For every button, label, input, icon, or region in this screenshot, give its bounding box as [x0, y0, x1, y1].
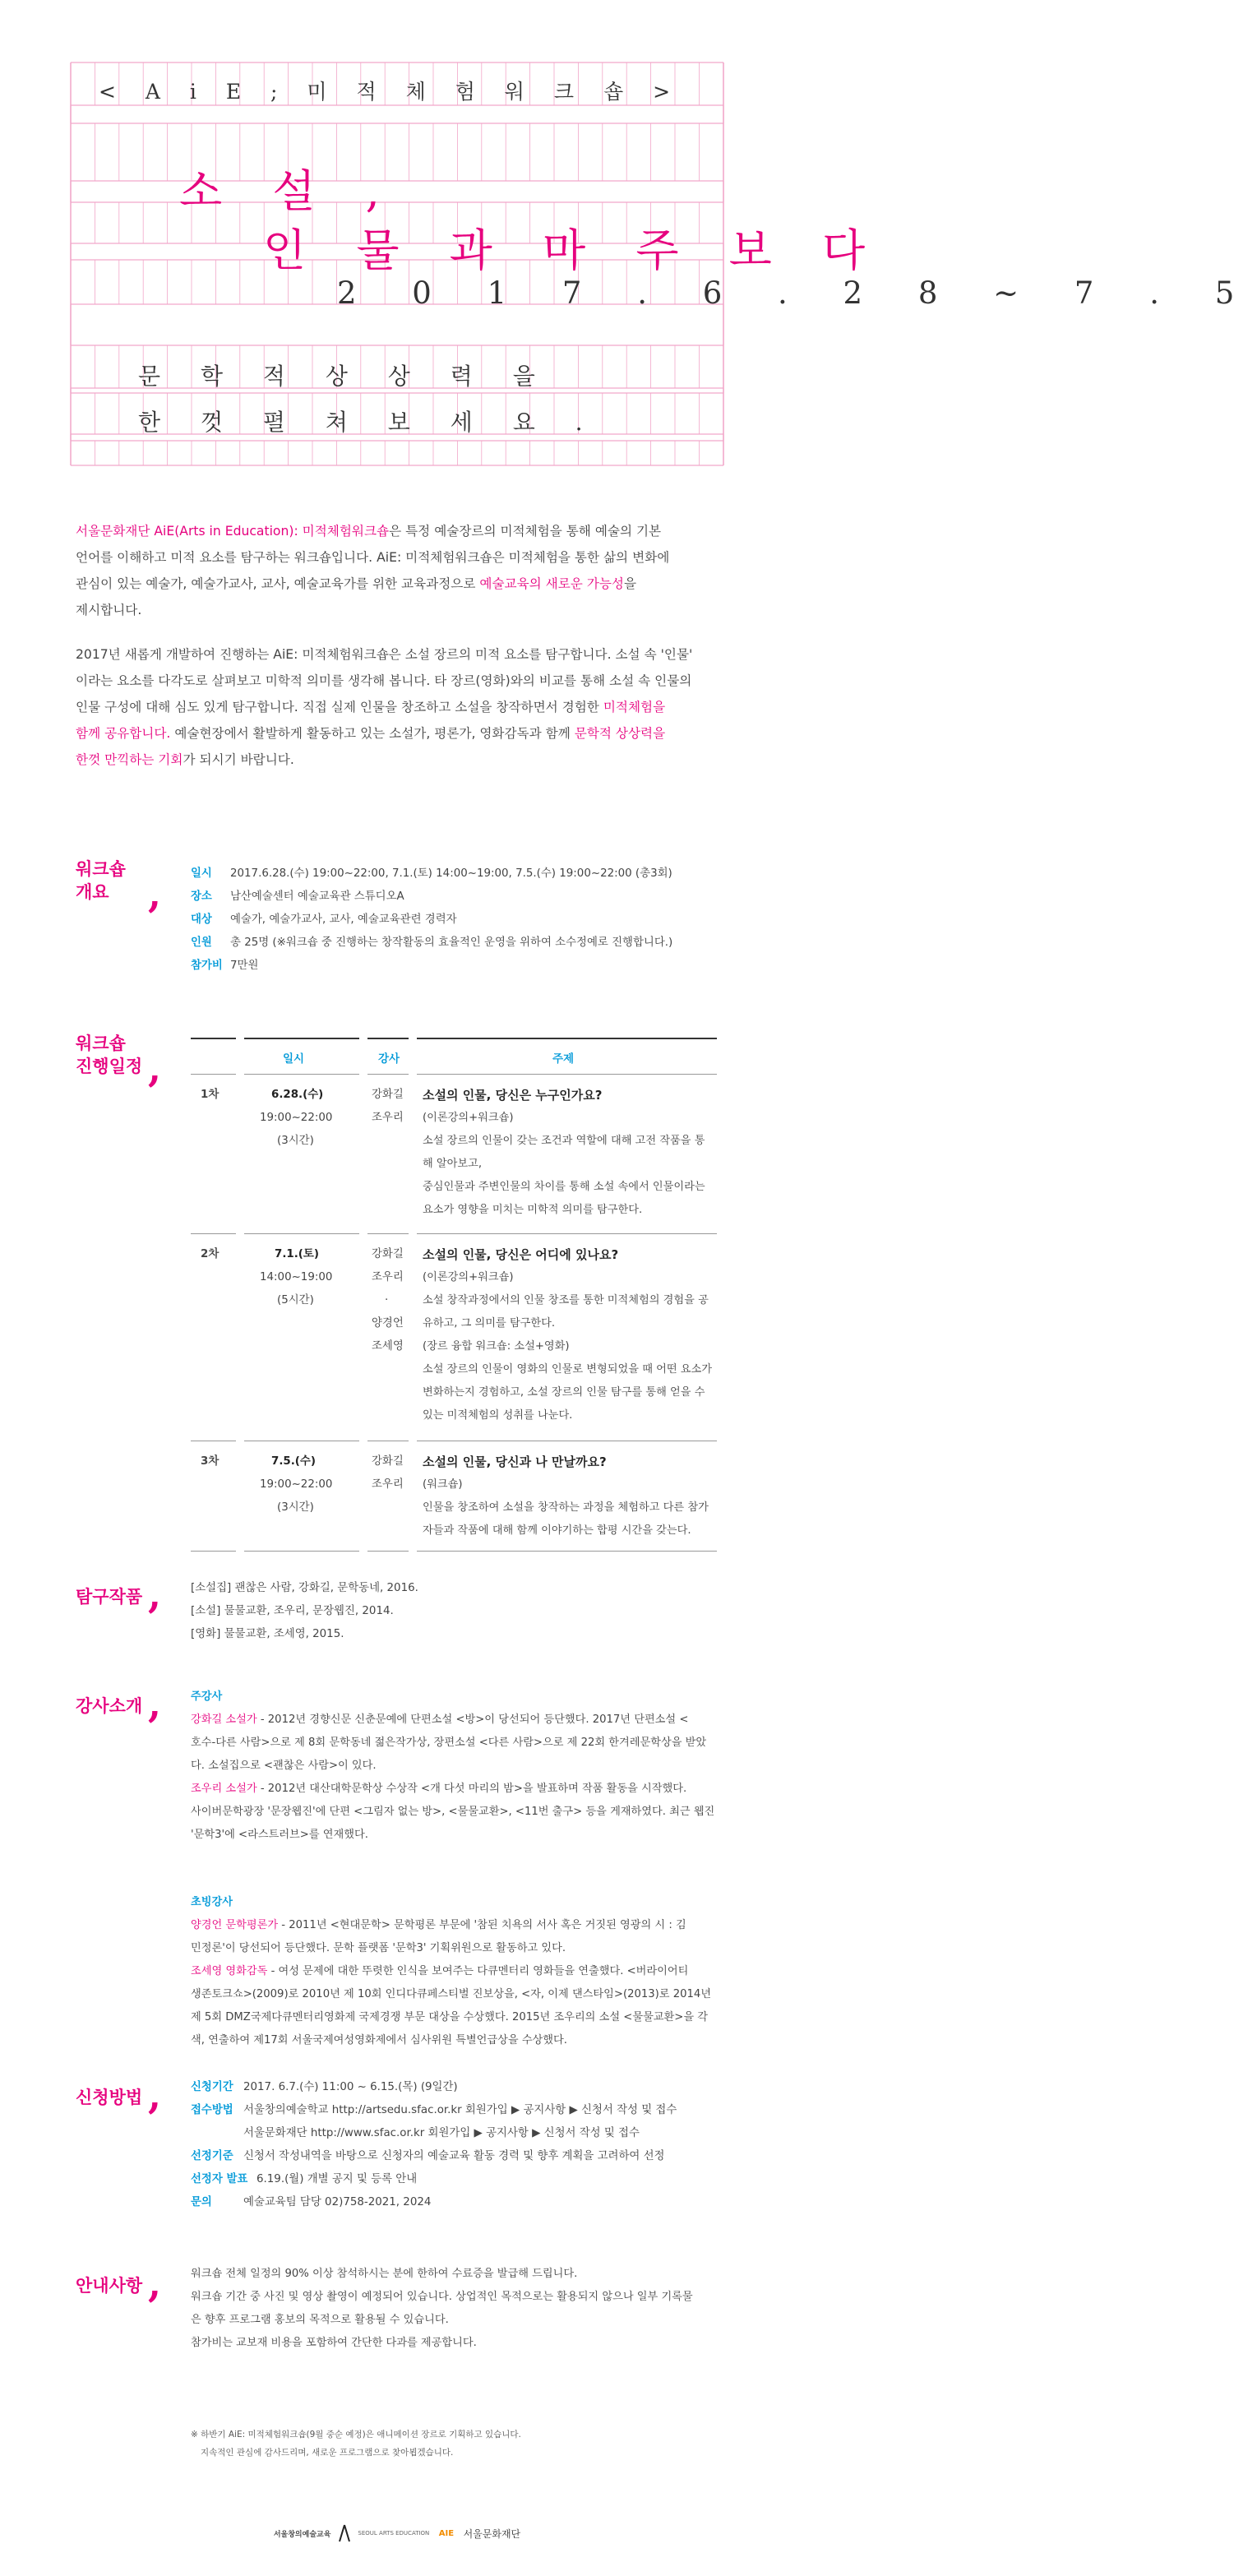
session-description: (워크숍) 인물을 창조하여 소설을 창작하는 과정을 체험하고 다른 참가 자들과 작품에 대해 함께 이야기하는 합평 시간을 갖는다.	[423, 1478, 709, 1537]
schedule-heading: 워크숍 진행일정	[76, 1034, 143, 1076]
hero-subtitle-line2: 한 껏 펼 쳐 보 세 요 .	[138, 409, 599, 436]
logo-sfac: 서울문화재단	[463, 2527, 521, 2540]
column-header-topic: 주제	[552, 1052, 575, 1066]
notice-comma-icon: ,	[148, 2261, 162, 2305]
lecturers-comma-icon: ,	[148, 1681, 162, 1726]
list-item: [소설집] 괜찮은 사람, 강화길, 문학동네, 2016.	[191, 1582, 418, 1594]
overview-comma-icon: ,	[148, 872, 162, 916]
works-list	[191, 1577, 418, 1646]
works-comma-icon: ,	[148, 1572, 162, 1616]
row-divider	[417, 1233, 717, 1234]
hero-date: 2 0 1 7 . 6 . 2 8 ~ 7 . 5	[337, 275, 1257, 311]
table-header-rule	[244, 1074, 359, 1075]
lecturers-heading: 강사소개	[76, 1696, 143, 1716]
table-top-rule	[244, 1038, 359, 1039]
list-item: [소설] 물물교환, 조우리, 문장웹진, 2014.	[191, 1605, 394, 1617]
table-header-rule	[417, 1074, 717, 1075]
intro-text	[76, 518, 725, 791]
table-top-rule	[191, 1038, 236, 1039]
table-header-rule	[367, 1074, 409, 1075]
schedule-table: 일시 강사 주제 1차 6.28.(수) 19:00~22:00 (3시간) 강화길 조우리 소설의 인물, 당신은 누구인가요? (이론강의+워크숍) 소설 장르의 인물이 갖는 조건과 역할에 대해 고전 작품을 통 해 알아보고, 중심인물과 주변인물의 차이를 통해 소설 속에서 인물이라는 요소가 영향을 미치는 미학적 의미를 탐구한다. 2차 7.1.(토) 14:00~19:00 (5시간) 강화길 조우리 · 양경언 조세영 소설의 인물, 당신은 어디에 있나요? (이론강의+워크숍) 소설 창작과정에서의 인물 창조를 통한 미적체험의 경험을 공 유하고, 그 의미를 탐구한다. (장르 융합 워크숍: 소설+영화) 소설 장르의 인물이 영화의 인물로 변형되었을 때 어떤 요소가 변화하는지 경험하고, 소설 장르의 인물 탐구를 통해 얻을 수 있는 미적체험의 성취를 나눈다. 3차 7.5.(수) 19:00~22:00 (3시간) 강화길 조우리 소설의 인물, 당신과 나 만날까요? (워크숍) 인물을 창조하여 소설을 창작하는 과정을 체험하고 다른 참가 자들과 작품에 대해 함께 이야기하는 합평 시간을 갖는다.	[191, 1038, 717, 1465]
logo-english-name: SEOUL ARTS EDUCATION	[358, 2530, 430, 2537]
logo-aie: AIE	[438, 2528, 455, 2538]
row-divider	[367, 1233, 409, 1234]
row-divider	[417, 1551, 717, 1552]
notice-heading: 안내사항	[76, 2276, 143, 2296]
intro-paragraph-2: 2017년 새롭게 개발하여 진행하는 AiE: 미적체험워크숍은 소설 장르의 미적 요소를 탐구합니다. 소설 속 '인물' 이라는 요소를 다각도로 살펴보고 미학적 의미를 생각해 봅니다. 타 장르(영화)와의 비교를 통해 소설 속 인물의 인물 구성에 대해 심도 있게 탐구합니다. 직접 실제 인물을 창조하고 소설을 창작하면서 경험한 미적체험을 함께 공유합니다. 예술현장에서 활발하게 활동하고 있는 소설가, 평론가, 영화감독과 함께 문학적 상상력을 한껏 만끽하는 기회가 되시기 바랍니다.	[76, 647, 693, 767]
hero-title-line2: 인 물 과 마 주 보 다	[263, 224, 884, 276]
row-divider	[191, 1233, 236, 1234]
intro-paragraph-1: 서울문화재단 AiE(Arts in Education): 미적체험워크숍은 특정 예술장르의 미적체험을 통해 예술의 기본 언어를 이해하고 미적 요소를 탐구하는 워크숍입니다. AiE: 미적체험워크숍은 미적체험을 통한 삶의 변화에 관심이 있는 예술가, 예술가교사, 교사, 예술교육가를 위한 교육과정으로 예술교육의 새로운 가능성을 제시합니다.	[76, 524, 670, 617]
row-divider	[191, 1551, 236, 1552]
list-item: [영화] 물물교환, 조세영, 2015.	[191, 1628, 344, 1640]
footer-logos	[0, 2524, 794, 2542]
apply-comma-icon: ,	[148, 2073, 162, 2117]
column-header-date: 일시	[283, 1052, 305, 1066]
works-heading: 탐구작품	[76, 1587, 143, 1607]
workshop-tag: < A i E ; 미 적 체 험 워 크 숍 >	[99, 80, 682, 104]
overview-heading: 워크숍 개요	[76, 859, 126, 902]
hero-subtitle-line1: 문 학 적 상 상 력 을	[138, 363, 552, 390]
logo-seoul-arts-education: 서울창의예술교육	[273, 2530, 331, 2539]
column-header-lecturer: 강사	[378, 1052, 400, 1066]
schedule-comma-icon: ,	[148, 1046, 162, 1090]
table-top-rule	[417, 1038, 717, 1039]
row-divider	[367, 1551, 409, 1552]
main-lecturers: 주강사 강화길 소설가 - 2012년 경향신문 신춘문예에 단편소설 <방>이 당선되어 등단했다. 2017년 단편소설 < 호수-다른 사람>으로 제 8회 문학동네 젊은작가상, 장편소설 <다른 사람>으로 제 22회 한겨레문학상을 받았 다. 소설집으로 <괜찮은 사람>이 있다. 조우리 소설가 - 2012년 대산대학문학상 수상작 <개 다섯 마리의 밤>을 발표하며 작품 활동을 시작했다. 사이버문학광장 '문장웹진'에 단편 <그림자 없는 방>, <물물교환>, <11번 출구> 등을 게재하였다. 최근 웹진 '문학3'에 <라스트러브>를 연재했다.	[191, 1690, 715, 1841]
hero-title-line1: 소 설 ,	[179, 165, 398, 217]
row-divider	[244, 1233, 359, 1234]
table-top-rule	[367, 1038, 409, 1039]
session-description: (이론강의+워크숍) 소설 장르의 인물이 갖는 조건과 역할에 대해 고전 작품을 통 해 알아보고, 중심인물과 주변인물의 차이를 통해 소설 속에서 인물이라는 요소가 영향을 미치는 미학적 의미를 탐구한다.	[423, 1112, 705, 1216]
notice-text: 워크숍 전체 일정의 90% 이상 참석하시는 분에 한하여 수료증을 발급해 드립니다. 워크숍 기간 중 사진 및 영상 촬영이 예정되어 있습니다. 상업적인 목적으로는 활용되지 않으나 일부 기록물 은 향후 프로그램 홍보의 목적으로 활용될 수 있습니다. 참가비는 교보재 비용을 포함하여 간단한 다과를 제공합니다.	[191, 2268, 693, 2349]
row-divider	[244, 1551, 359, 1552]
guest-lecturers: 초빙강사 양경언 문학평론가 - 2011년 <현대문학> 문학평론 부문에 '참된 치욕의 서사 혹은 거짓된 영광의 시 : 김 민정론'이 당선되어 등단했다. 문학 플랫폼 '문학3' 기획위원으로 활동하고 있다. 조세영 영화감독 - 여성 문제에 대한 뚜렷한 인식을 보여주는 다큐멘터리 영화들을 연출했다. <버라이어티 생존토크쇼>(2009)로 2010년 제 10회 인디다큐페스티벌 진보상을, <자, 이제 댄스타임>(2013)로 2014년 제 5회 DMZ국제다큐멘터리영화제 국제경쟁 부문 대상을 수상했다. 2015년 조우리의 소설 <물물교환>을 각 색, 연출하여 제17회 서울국제여성영화제에서 심사위원 특별언급상을 수상했다.	[191, 1896, 712, 2046]
apply-heading: 신청방법	[76, 2088, 143, 2107]
session-description: (이론강의+워크숍) 소설 창작과정에서의 인물 창조를 통한 미적체험의 경험을 공 유하고, 그 의미를 탐구한다. (장르 융합 워크숍: 소설+영화) 소설 장르의 인물이 영화의 인물로 변형되었을 때 어떤 요소가 변화하는지 경험하고, 소설 장르의 인물 탐구를 통해 얻을 수 있는 미적체험의 성취를 나눈다.	[423, 1271, 713, 1422]
table-header-rule	[191, 1074, 236, 1075]
footnote: ※ 하반기 AiE: 미적체험워크숍(9월 중순 예정)은 애니메이션 장르로 기획하고 있습니다. 지속적인 관심에 감사드리며, 새로운 프로그램으로 찾아뵙겠습니다.	[191, 2430, 521, 2458]
logo-aie-mark-icon	[339, 2524, 350, 2542]
